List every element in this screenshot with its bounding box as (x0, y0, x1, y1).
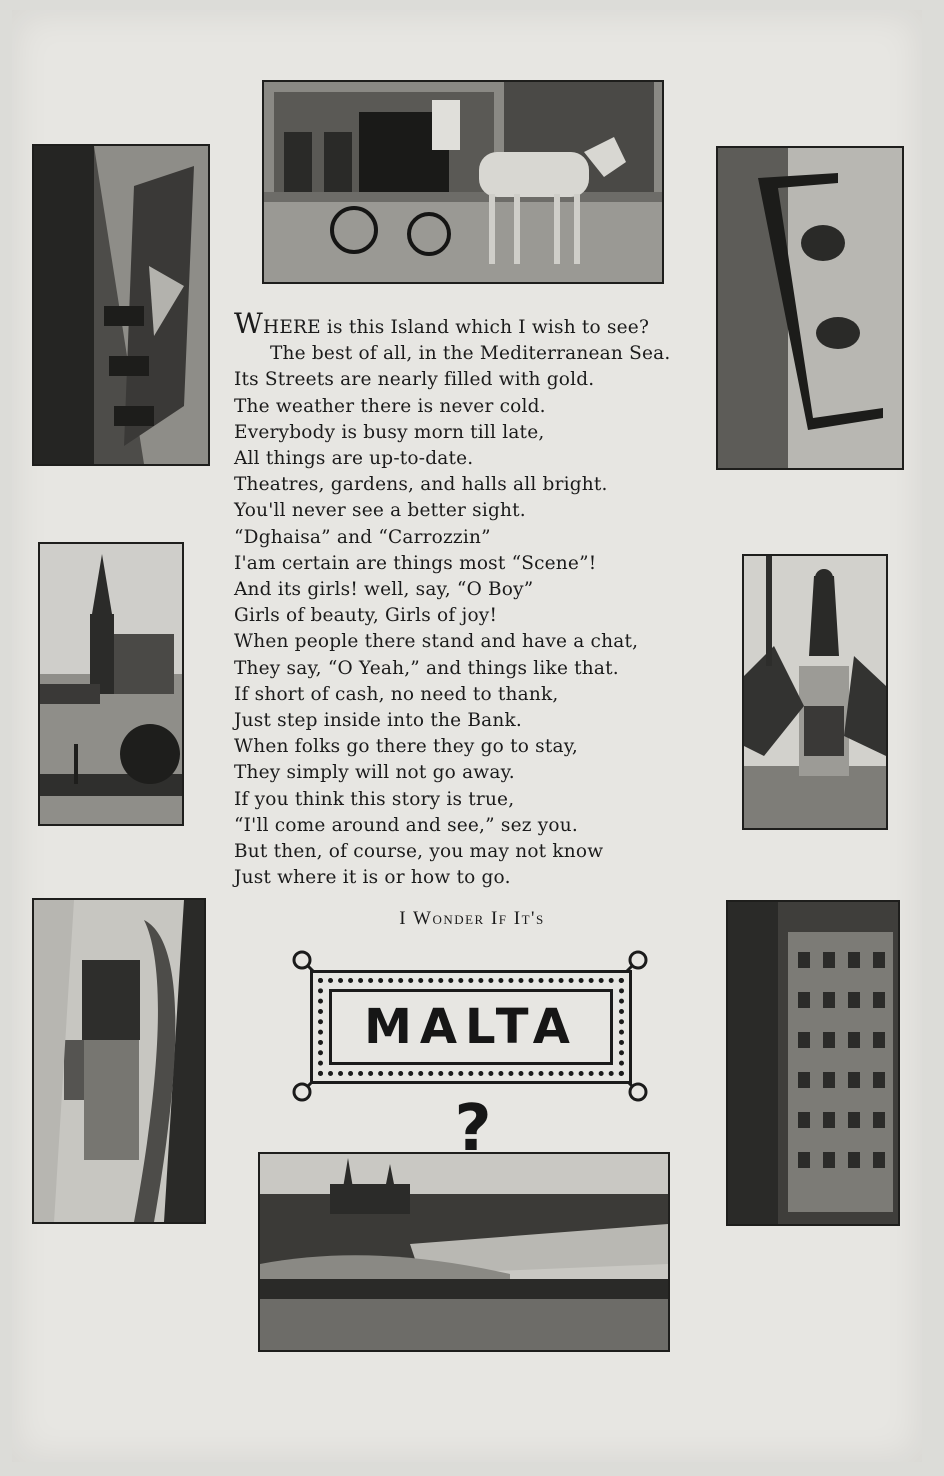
poem-line: You'll never see a better sight. (234, 500, 526, 522)
question-mark: ? (454, 1092, 492, 1166)
horse-drawn-carriage-photo (262, 80, 664, 284)
poem-line: The best of all, in the Mediterranean Sea. (270, 343, 671, 365)
poem-line: Girls of beauty, Girls of joy! (234, 605, 498, 627)
poem-line: WHERE is this Island which I wish to see? (234, 307, 650, 340)
poem-line: They say, “O Yeah,” and things like that. (234, 657, 619, 679)
boat-dghaisa-photo (716, 146, 904, 470)
poem-line: Theatres, gardens, and halls all bright. (234, 474, 608, 496)
tall-building-photo (726, 900, 900, 1226)
poem-line: “I'll come around and see,” sez you. (234, 814, 578, 836)
subtitle: I Wonder If It's (399, 908, 545, 929)
harbour-buildings-photo (32, 898, 206, 1224)
poem-line: They simply will not go away. (234, 762, 515, 784)
city-panorama-photo (258, 1152, 670, 1352)
church-spire-photo (38, 542, 184, 826)
poem-line: If short of cash, no need to thank, (234, 683, 559, 705)
poem-line: Just step inside into the Bank. (234, 710, 522, 732)
title-frame-border (310, 970, 632, 1084)
title-malta: MALTA (364, 999, 578, 1055)
poem-line: Just where it is or how to go. (234, 867, 511, 889)
poem-line: But then, of course, you may not know (234, 841, 604, 863)
poem-line: All things are up-to-date. (234, 448, 474, 470)
poem-line: “Dghaisa” and “Carrozzin” (234, 526, 491, 548)
postcard (12, 10, 922, 1462)
poem-line: The weather there is never cold. (234, 395, 546, 417)
poem-line: Its Streets are nearly filled with gold. (234, 369, 595, 391)
poem-line: And its girls! well, say, “O Boy” (234, 579, 534, 601)
title-frame-inner (329, 989, 613, 1065)
poem-dropcap: W (234, 307, 263, 340)
poem-line: I'am certain are things most “Scene”! (234, 552, 597, 574)
poem (234, 307, 704, 891)
poem-line: When folks go there they go to stay, (234, 736, 578, 758)
poem-line: If you think this story is true, (234, 788, 515, 810)
statue-monument-photo (742, 554, 888, 830)
poem-line: Everybody is busy morn till late, (234, 421, 545, 443)
poem-line: When people there stand and have a chat, (234, 631, 639, 653)
title-frame (288, 946, 652, 1106)
street-balconies-photo (32, 144, 210, 466)
